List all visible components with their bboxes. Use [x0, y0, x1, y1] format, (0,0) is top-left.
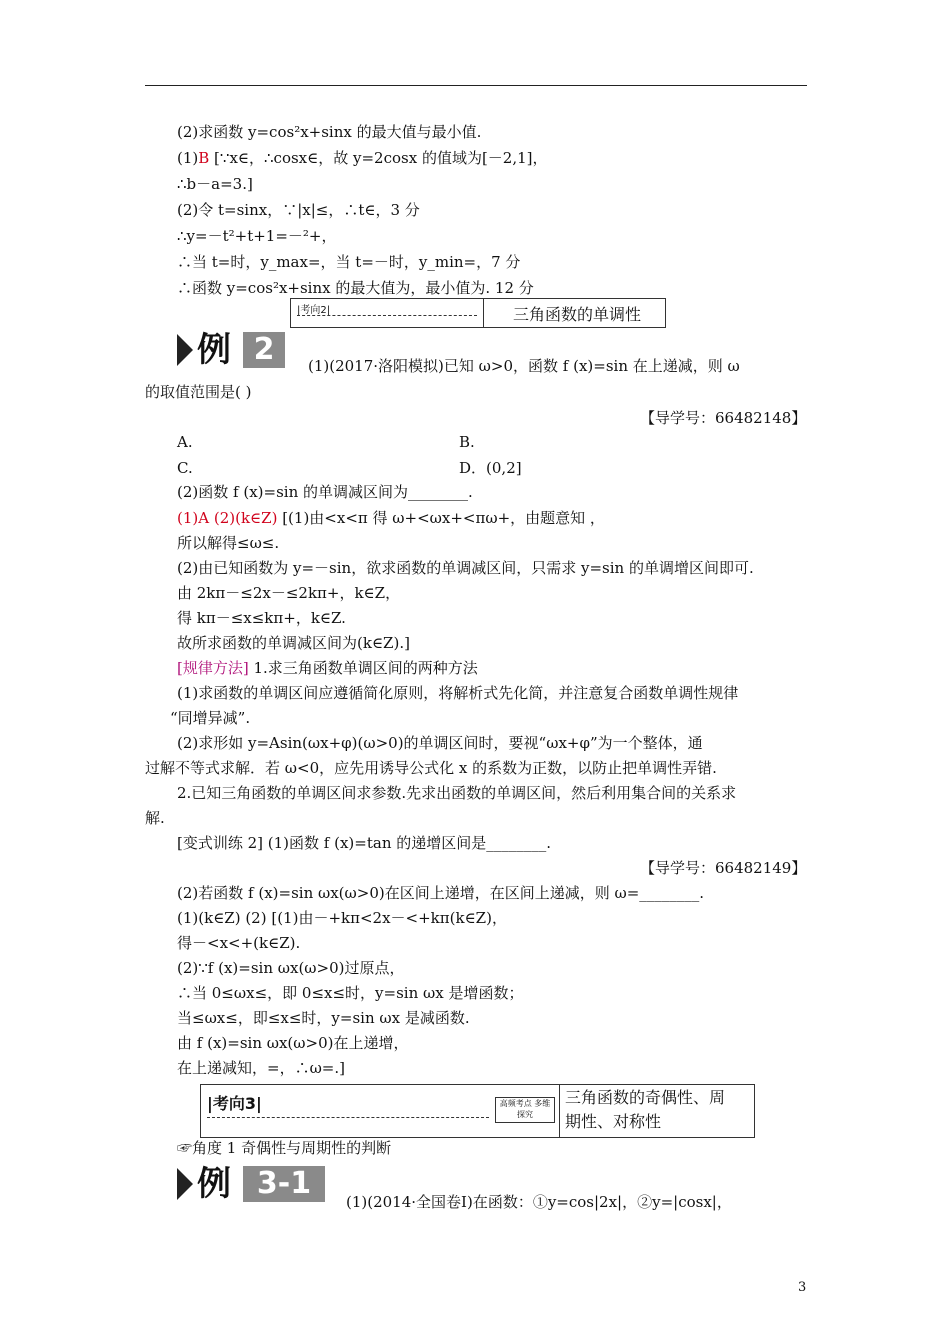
text-line: 得 kπ－≤x≤kπ+，k∈Z.	[177, 609, 346, 627]
text-line: 得－<x<+(k∈Z).	[177, 934, 301, 952]
header-rule	[145, 85, 807, 86]
example-word: 例	[197, 330, 231, 370]
text-line: ∴当 t=时，y_max=，当 t=－时，y_min=，7 分	[177, 253, 521, 271]
text-line: (2)若函数 f (x)=sin ωx(ω>0)在区间上递增，在区间上递减，则 ω=________.	[177, 884, 705, 902]
text-line: (2)由已知函数为 y=－sin，欲求函数的单调减区间，只需求 y=sin 的单调增区间即可.	[177, 559, 754, 577]
text-line: (2)求函数 y=cos²x+sinx 的最大值与最小值.	[177, 123, 482, 141]
topic-title: 三角函数的奇偶性、周	[565, 1088, 726, 1107]
topic-tag: |考向3|	[207, 1094, 262, 1113]
box-divider	[559, 1085, 560, 1137]
text-line: (2)函数 f (x)=sin 的单调减区间为________.	[177, 483, 473, 501]
option-a: A.	[177, 433, 193, 451]
option-c: C.	[177, 459, 193, 477]
topic-box-3	[200, 1084, 755, 1138]
answer-text: [∵x∈，∴cosx∈，故 y=2cosx 的值域为[－2,1]，	[209, 149, 548, 167]
answer-choice: (1)A (2)(k∈Z)	[177, 509, 278, 527]
example-word: 例	[197, 1164, 231, 1204]
dashed-line	[297, 315, 477, 316]
method-title: 1.求三角函数单调区间的两种方法	[248, 659, 478, 677]
angle-heading: ☞角度 1 奇偶性与周期性的判断	[177, 1139, 392, 1157]
text-line: 在上递减知，=，∴ω=.]	[177, 1059, 345, 1077]
text-line: “同增异减”.	[170, 709, 251, 727]
example-number: 2	[243, 332, 285, 368]
text-line: (1)(k∈Z) (2) [(1)由－+kπ<2x－<+kπ(k∈Z)，	[177, 909, 507, 927]
text-line: ∴函数 y=cos²x+sinx 的最大值为，最小值为. 12 分	[177, 279, 534, 297]
example-number: 3-1	[243, 1166, 325, 1202]
page-number: 3	[798, 1280, 807, 1295]
banner-arrow-icon	[177, 1168, 193, 1200]
dashed-line	[207, 1117, 489, 1118]
option-d: D．(0,2]	[459, 459, 522, 477]
text-line: 由 2kπ－≤2x－≤2kπ+，k∈Z，	[177, 584, 401, 602]
text-line: ∴y=－t²+t+1=－²+，	[177, 227, 337, 245]
text-line: 解.	[145, 809, 165, 827]
answer-choice: B	[198, 149, 210, 167]
topic-box-2	[290, 298, 666, 328]
box-divider	[483, 299, 484, 327]
guide-number: 【导学号：66482148】	[640, 409, 807, 427]
text-line: ∴当 0≤ωx≤，即 0≤x≤时，y=sin ωx 是增函数；	[177, 984, 524, 1002]
text-line: (2)求形如 y=Asin(ωx+φ)(ω>0)的单调区间时，要视“ωx+φ”为一个整体，通	[177, 734, 703, 752]
text-line: 所以解得≤ω≤.	[177, 534, 280, 552]
text-line: (2)令 t=sinx，∵|x|≤，∴t∈，3 分	[177, 201, 420, 219]
answer-label: (1)	[177, 149, 199, 167]
text-line: 由 f (x)=sin ωx(ω>0)在上递增，	[177, 1034, 409, 1052]
method-tag: [规律方法]	[177, 659, 249, 677]
text-line: (2)∵f (x)=sin ωx(ω>0)过原点，	[177, 959, 405, 977]
text-line: 2.已知三角函数的单调区间求参数.先求出函数的单调区间，然后利用集合间的关系求	[177, 784, 737, 802]
text-line: [变式训练 2] (1)函数 f (x)=tan 的递增区间是________.	[177, 834, 552, 852]
text-line: 的取值范围是( )	[145, 383, 252, 401]
banner-arrow-icon	[177, 334, 193, 366]
frequency-badge: 高频考点 多维探究	[495, 1097, 555, 1123]
answer-line	[177, 508, 605, 528]
guide-number: 【导学号：66482149】	[640, 859, 807, 877]
text-line: 当≤ωx≤，即≤x≤时，y=sin ωx 是减函数.	[177, 1009, 470, 1027]
answer-text: [(1)由<x<π 得 ω+<ωx+<πω+，由题意知 ，	[277, 509, 605, 527]
answer-line	[177, 148, 548, 168]
text-line: (1)(2014·全国卷Ⅰ)在函数：①y=cos|2x|，②y=|cosx|，	[346, 1193, 732, 1211]
example-banner	[177, 1164, 327, 1204]
text-line: 故所求函数的单调减区间为(k∈Z).]	[177, 634, 410, 652]
text-line: (1)求函数的单调区间应遵循简化原则，将解析式先化简，并注意复合函数单调性规律	[177, 684, 739, 702]
topic-tag: |考向2|	[297, 305, 331, 316]
text-line: 过解不等式求解．若 ω<0，应先用诱导公式化 x 的系数为正数，以防止把单调性弄错.	[145, 759, 717, 777]
method-line	[177, 658, 478, 678]
text-line: (1)(2017·洛阳模拟)已知 ω>0，函数 f (x)=sin 在上递减，则 ω	[308, 357, 740, 375]
example-banner	[177, 330, 289, 370]
option-b: B.	[459, 433, 475, 451]
topic-title-cont: 期性、对称性	[565, 1112, 662, 1131]
text-line: ∴b－a=3.]	[177, 175, 253, 193]
topic-title: 三角函数的单调性	[513, 305, 642, 324]
